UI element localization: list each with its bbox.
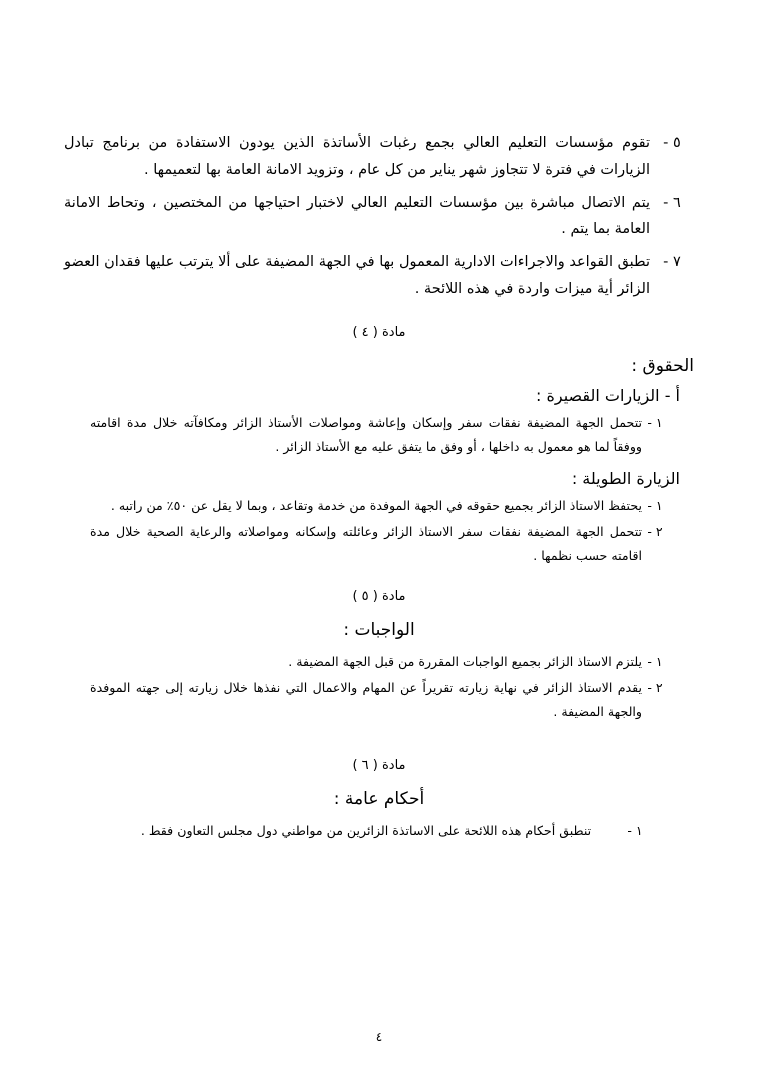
clauses-list-top (64, 130, 694, 303)
list-item-number: ٧ - (663, 254, 681, 271)
long-visit-list (64, 494, 694, 568)
list-item-text: يلتزم الاستاذ الزائر بجميع الواجبات المقررة من قبل الجهة المضيفة . (288, 654, 642, 670)
list-item (90, 676, 668, 724)
list-item (90, 494, 668, 518)
document-body (64, 130, 694, 845)
page-number: ٤ (375, 1030, 383, 1044)
short-visits-heading: أ - الزيارات القصيرة : (536, 385, 680, 405)
list-item-text: يقدم الاستاذ الزائر في نهاية زيارته تقريراً عن المهام والاعمال التي نفذها خلال زيارته إلى جهته الموفدة والجهة المضيفة . (90, 680, 642, 720)
list-item (90, 411, 668, 459)
general-provisions-list (64, 819, 694, 843)
list-item-text: تنطبق أحكام هذه اللائحة على الاساتذة الزائرين من مواطني دول مجلس التعاون فقط . (140, 823, 592, 839)
general-provisions-heading: أحكام عامة : (333, 789, 425, 810)
list-item-text: تتحمل الجهة المضيفة نفقات سفر وإسكان وإعاشة ومواصلات الأستاذ الزائر ومكافآته خلال مدة اقامته ووفقاً لما هو معمول به داخلها ، أو وفق ما يتفق عليه مع الأستاذ الزائر . (90, 414, 642, 454)
list-item-number: ٥ - (663, 135, 681, 151)
article-6-label: مادة ( ٦ ) (352, 758, 406, 774)
list-item-text: يتم الاتصال مباشرة بين مؤسسات التعليم العالي لاختبار احتياجها من المختصين ، وتحاط الامانة العامة بما يتم . (64, 194, 650, 238)
duties-heading: الواجبات : (343, 620, 415, 641)
list-item-text: تتحمل الجهة المضيفة نفقات سفر الاستاذ الزائر وعائلته وإسكانه ومواصلاته والرعاية الصحية خلال مدة اقامته حسب نظمها . (90, 523, 642, 563)
list-item (90, 650, 668, 674)
list-item (90, 520, 668, 568)
list-item (110, 819, 648, 843)
list-item-text: تطبق القواعد والاجراءات الادارية المعمول بها في الجهة المضيفة على ألا يترتب عليها فقدان العضو الزائر أية ميزات واردة في هذه اللائحة . (64, 254, 650, 298)
list-item (64, 249, 694, 303)
list-item (64, 190, 694, 244)
list-item-text: تقوم مؤسسات التعليم العالي بجمع رغبات الأساتذة الذين يودون الاستفادة من برنامج تبادل الزيارات في فترة لا تتجاوز شهر يناير من كل عام ، وتزويد الامانة العامة بها لتعميمها . (64, 135, 650, 178)
long-visit-heading: الزيارة الطويلة : (571, 468, 680, 488)
list-item-number: ١ - (647, 497, 663, 513)
list-item (64, 130, 694, 184)
duties-list (64, 650, 694, 724)
article-5-label: مادة ( ٥ ) (352, 589, 406, 605)
list-item-number: ١ - (647, 414, 663, 430)
short-visits-list (64, 411, 694, 459)
rights-heading: الحقوق : (631, 355, 694, 376)
list-item-number: ١ - (647, 654, 663, 670)
list-item-number: ٢ - (647, 523, 663, 539)
list-item-number: ٦ - (663, 194, 681, 211)
list-item-number: ١ - (627, 823, 643, 839)
list-item-text: يحتفظ الاستاذ الزائر بجميع حقوقه في الجهة الموفدة من خدمة وتقاعد ، وبما لا يقل عن ٥٠٪ من راتبه . (110, 497, 642, 513)
list-item-number: ٢ - (647, 680, 663, 696)
article-4-label: مادة ( ٤ ) (352, 324, 406, 340)
